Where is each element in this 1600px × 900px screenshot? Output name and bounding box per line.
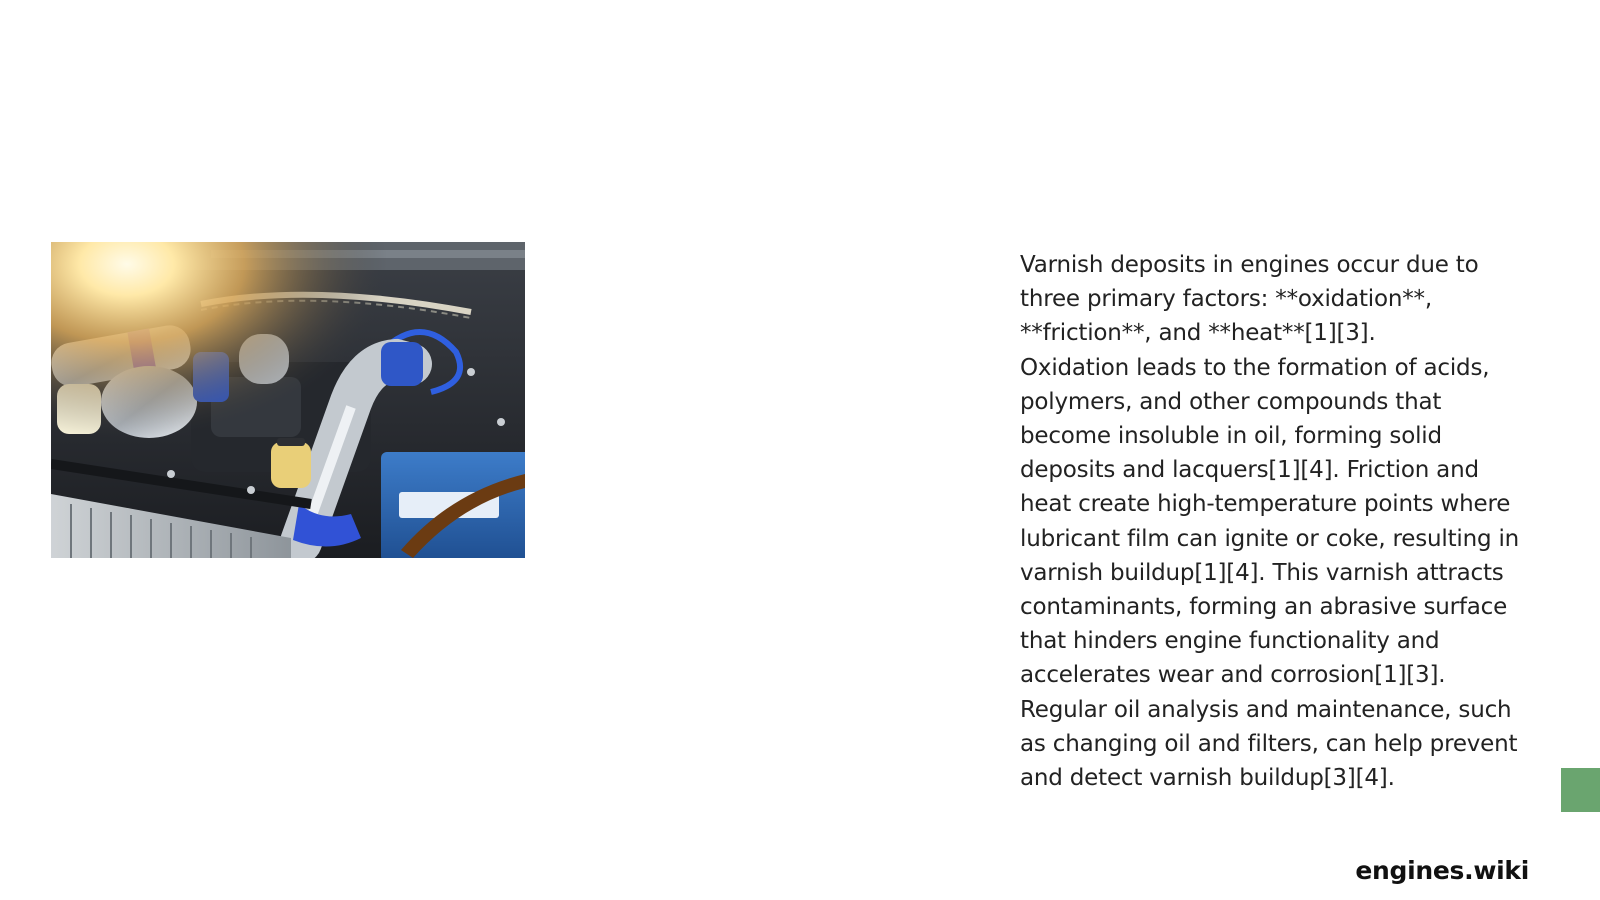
engine-bay-photo (51, 242, 525, 558)
paragraph-details: Oxidation leads to the formation of acids, polymers, and other compounds that become insoluble in oil, forming solid deposits and lacquers[1][4]. Friction and heat create high-temperature points where lubricant film can ignite or coke, resulting in varnish buildup[1][4]. This varnish attracts contaminants, forming an abrasive surface that hinders engine functionality and accelerates wear and corrosion[1][3]. Regular oil analysis and maintenance, such as changing oil and filters, can help prevent and detect varnish buildup[3][4]. (1020, 354, 1520, 792)
sun-glare (51, 242, 525, 558)
engine-bay-illustration (51, 242, 525, 558)
green-side-tab[interactable] (1561, 768, 1600, 812)
paragraph-intro: Varnish deposits in engines occur due to three primary factors: **oxidation**, **friction**, and **heat**[1][3]. (1020, 252, 1479, 347)
brand-logo-text: engines.wiki (1355, 856, 1529, 885)
body-text (1020, 248, 1520, 795)
